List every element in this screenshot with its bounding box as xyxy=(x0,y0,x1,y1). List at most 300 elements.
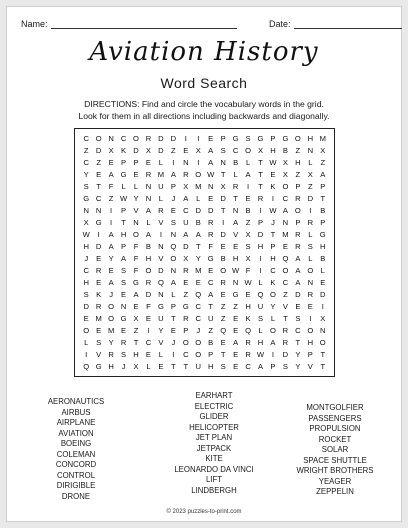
grid-letter[interactable]: O xyxy=(307,325,314,335)
grid-letter[interactable]: G xyxy=(83,194,90,204)
grid-letter[interactable]: X xyxy=(282,170,288,180)
grid-letter[interactable]: L xyxy=(308,230,313,240)
grid-letter[interactable]: N xyxy=(307,146,314,156)
grid-letter[interactable]: C xyxy=(120,134,127,144)
grid-letter[interactable]: E xyxy=(183,146,189,156)
grid-letter[interactable]: I xyxy=(271,194,275,204)
grid-letter[interactable]: Y xyxy=(295,349,301,359)
grid-letter[interactable]: A xyxy=(233,337,239,347)
grid-letter[interactable]: O xyxy=(182,337,189,347)
grid-letter[interactable]: A xyxy=(145,206,151,216)
grid-letter[interactable]: Z xyxy=(133,325,139,335)
grid-letter[interactable]: N xyxy=(183,158,189,168)
grid-letter[interactable]: C xyxy=(282,277,289,287)
grid-letter[interactable]: P xyxy=(270,361,276,371)
grid-letter[interactable]: J xyxy=(271,218,275,228)
grid-letter[interactable]: T xyxy=(233,194,238,204)
grid-letter[interactable]: A xyxy=(108,242,114,252)
grid-letter[interactable]: I xyxy=(110,218,113,228)
grid-letter[interactable]: T xyxy=(320,349,326,359)
grid-letter[interactable]: E xyxy=(233,325,239,335)
grid-letter[interactable]: L xyxy=(121,182,126,192)
grid-letter[interactable]: X xyxy=(145,146,151,156)
grid-letter[interactable]: S xyxy=(295,313,301,323)
grid-letter[interactable]: A xyxy=(245,170,251,180)
grid-letter[interactable]: I xyxy=(259,265,262,275)
grid-letter[interactable]: N xyxy=(108,134,114,144)
grid-letter[interactable]: A xyxy=(233,218,239,228)
grid-letter[interactable]: T xyxy=(121,218,126,228)
grid-letter[interactable]: D xyxy=(307,194,314,204)
grid-letter[interactable]: S xyxy=(220,146,226,156)
grid-letter[interactable]: S xyxy=(245,242,251,252)
grid-letter[interactable]: A xyxy=(295,277,301,287)
grid-letter[interactable]: E xyxy=(195,277,201,287)
grid-letter[interactable]: E xyxy=(245,289,251,299)
grid-letter[interactable]: C xyxy=(95,194,102,204)
grid-letter[interactable]: P xyxy=(183,325,189,335)
grid-letter[interactable]: C xyxy=(183,206,189,216)
grid-letter[interactable]: G xyxy=(232,289,239,299)
grid-letter[interactable]: I xyxy=(259,253,262,263)
grid-letter[interactable]: V xyxy=(233,230,239,240)
grid-letter[interactable]: P xyxy=(121,158,127,168)
grid-letter[interactable]: E xyxy=(170,206,176,216)
grid-letter[interactable]: Z xyxy=(108,194,114,204)
grid-letter[interactable]: O xyxy=(133,230,139,240)
grid-letter[interactable]: L xyxy=(158,194,164,204)
grid-letter[interactable]: T xyxy=(320,194,326,204)
grid-letter[interactable]: U xyxy=(257,301,264,311)
grid-letter[interactable]: T xyxy=(133,337,139,347)
grid-letter[interactable]: N xyxy=(133,218,139,228)
grid-letter[interactable]: H xyxy=(257,337,264,347)
grid-letter[interactable]: D xyxy=(158,146,164,156)
grid-letter[interactable]: C xyxy=(183,349,189,359)
grid-letter[interactable]: M xyxy=(107,325,115,335)
grid-letter[interactable]: H xyxy=(145,253,152,263)
grid-letter[interactable]: R xyxy=(145,134,152,144)
grid-letter[interactable]: P xyxy=(133,158,139,168)
grid-letter[interactable]: Z xyxy=(295,146,301,156)
grid-letter[interactable]: H xyxy=(295,158,301,168)
grid-letter[interactable]: S xyxy=(220,361,226,371)
grid-letter[interactable]: E xyxy=(183,277,189,287)
grid-letter[interactable]: R xyxy=(245,337,251,347)
grid-letter[interactable]: B xyxy=(282,146,288,156)
grid-letter[interactable]: P xyxy=(320,182,326,192)
grid-letter[interactable]: R xyxy=(158,206,164,216)
grid-letter[interactable]: K xyxy=(245,313,251,323)
grid-letter[interactable]: P xyxy=(295,218,301,228)
grid-letter[interactable]: J xyxy=(121,361,126,371)
grid-letter[interactable]: W xyxy=(119,194,128,204)
grid-letter[interactable]: R xyxy=(120,337,127,347)
grid-letter[interactable]: O xyxy=(195,349,202,359)
grid-letter[interactable]: E xyxy=(208,265,214,275)
grid-letter[interactable]: Y xyxy=(108,337,114,347)
grid-letter[interactable]: W xyxy=(232,265,240,275)
grid-letter[interactable]: X xyxy=(320,146,326,156)
grid-letter[interactable]: A xyxy=(257,361,264,371)
grid-letter[interactable]: I xyxy=(172,349,175,359)
grid-letter[interactable]: W xyxy=(269,206,277,216)
grid-letter[interactable]: I xyxy=(172,158,175,168)
grid-letter[interactable]: R xyxy=(295,230,301,240)
grid-letter[interactable]: E xyxy=(96,325,102,335)
grid-letter[interactable]: E xyxy=(96,277,102,287)
grid-letter[interactable]: A xyxy=(208,146,214,156)
grid-letter[interactable]: Y xyxy=(158,325,164,335)
grid-letter[interactable]: S xyxy=(83,182,89,192)
grid-letter[interactable]: P xyxy=(270,134,276,144)
grid-letter[interactable]: N xyxy=(158,242,164,252)
grid-letter[interactable]: Q xyxy=(157,277,164,287)
grid-letter[interactable]: L xyxy=(258,325,263,335)
grid-letter[interactable]: N xyxy=(145,194,152,204)
grid-letter[interactable]: L xyxy=(158,349,164,359)
grid-letter[interactable]: G xyxy=(95,361,102,371)
grid-letter[interactable]: I xyxy=(197,158,200,168)
grid-letter[interactable]: E xyxy=(295,301,301,311)
grid-letter[interactable]: E xyxy=(233,361,239,371)
grid-letter[interactable]: G xyxy=(120,313,127,323)
grid-letter[interactable]: P xyxy=(170,301,176,311)
grid-letter[interactable]: E xyxy=(220,337,226,347)
grid-letter[interactable]: E xyxy=(108,265,114,275)
grid-letter[interactable]: F xyxy=(245,265,251,275)
grid-letter[interactable]: D xyxy=(183,242,189,252)
grid-letter[interactable]: G xyxy=(282,134,289,144)
grid-letter[interactable]: R xyxy=(245,349,251,359)
grid-letter[interactable]: C xyxy=(295,325,301,335)
grid-letter[interactable]: P xyxy=(121,206,127,216)
grid-letter[interactable]: O xyxy=(307,265,314,275)
grid-letter[interactable]: D xyxy=(195,206,201,216)
grid-letter[interactable]: A xyxy=(170,170,176,180)
grid-letter[interactable]: T xyxy=(171,313,176,323)
grid-letter[interactable]: R xyxy=(282,325,289,335)
grid-letter[interactable]: S xyxy=(121,265,127,275)
grid-letter[interactable]: G xyxy=(133,277,139,287)
grid-letter[interactable]: X xyxy=(183,182,189,192)
grid-letter[interactable]: O xyxy=(108,301,115,311)
grid-letter[interactable]: B xyxy=(233,158,239,168)
grid-letter[interactable]: D xyxy=(295,289,301,299)
grid-letter[interactable]: R xyxy=(232,182,239,192)
grid-letter[interactable]: A xyxy=(183,194,189,204)
grid-letter[interactable]: Z xyxy=(295,170,301,180)
grid-letter[interactable]: Z xyxy=(83,146,89,156)
grid-letter[interactable]: X xyxy=(195,146,201,156)
grid-letter[interactable]: L xyxy=(270,313,276,323)
grid-letter[interactable]: H xyxy=(232,253,239,263)
date-line[interactable] xyxy=(294,19,402,29)
grid-letter[interactable]: Z xyxy=(245,218,251,228)
grid-letter[interactable]: A xyxy=(108,277,114,287)
grid-letter[interactable]: R xyxy=(145,277,152,287)
grid-letter[interactable]: T xyxy=(220,349,226,359)
grid-letter[interactable]: B xyxy=(320,253,326,263)
grid-letter[interactable]: L xyxy=(308,253,313,263)
grid-letter[interactable]: V xyxy=(158,253,164,263)
grid-letter[interactable]: N xyxy=(232,277,239,287)
grid-letter[interactable]: R xyxy=(207,230,214,240)
grid-letter[interactable]: S xyxy=(121,277,127,287)
grid-letter[interactable]: G xyxy=(319,230,326,240)
grid-letter[interactable]: C xyxy=(245,361,251,371)
grid-letter[interactable]: T xyxy=(295,337,301,347)
grid-letter[interactable]: R xyxy=(183,313,189,323)
grid-letter[interactable]: B xyxy=(320,206,326,216)
grid-letter[interactable]: O xyxy=(108,313,115,323)
name-line[interactable] xyxy=(51,19,237,29)
grid-letter[interactable]: P xyxy=(170,182,176,192)
grid-letter[interactable]: E xyxy=(83,313,89,323)
grid-letter[interactable]: D xyxy=(95,242,102,252)
grid-letter[interactable]: D xyxy=(207,206,214,216)
grid-letter[interactable]: P xyxy=(320,218,326,228)
grid-letter[interactable]: O xyxy=(195,170,202,180)
grid-letter[interactable]: M xyxy=(157,170,165,180)
grid-letter[interactable]: E xyxy=(208,194,214,204)
grid-letter[interactable]: C xyxy=(83,158,89,168)
grid-letter[interactable]: N xyxy=(170,230,177,240)
grid-letter[interactable]: L xyxy=(158,158,164,168)
grid-letter[interactable]: S xyxy=(96,337,102,347)
grid-letter[interactable]: J xyxy=(196,325,201,335)
grid-letter[interactable]: U xyxy=(158,182,164,192)
grid-letter[interactable]: E xyxy=(121,325,127,335)
grid-letter[interactable]: C xyxy=(195,313,201,323)
grid-letter[interactable]: Q xyxy=(220,325,227,335)
grid-letter[interactable]: I xyxy=(97,230,100,240)
grid-letter[interactable]: V xyxy=(158,337,164,347)
grid-letter[interactable]: E xyxy=(158,361,164,371)
grid-letter[interactable]: V xyxy=(133,206,139,216)
grid-letter[interactable]: R xyxy=(183,265,189,275)
grid-letter[interactable]: E xyxy=(170,325,176,335)
grid-letter[interactable]: W xyxy=(82,230,90,240)
grid-letter[interactable]: D xyxy=(170,134,177,144)
grid-letter[interactable]: Z xyxy=(96,158,101,168)
grid-letter[interactable]: Q xyxy=(257,289,264,299)
grid-letter[interactable]: M xyxy=(319,134,326,144)
grid-letter[interactable]: I xyxy=(309,313,312,323)
grid-letter[interactable]: G xyxy=(232,134,239,144)
grid-letter[interactable]: O xyxy=(282,182,289,192)
grid-letter[interactable]: R xyxy=(295,242,301,252)
grid-letter[interactable]: O xyxy=(83,325,90,335)
grid-letter[interactable]: R xyxy=(295,194,301,204)
grid-letter[interactable]: B xyxy=(245,206,251,216)
grid-letter[interactable]: X xyxy=(133,361,139,371)
grid-letter[interactable]: S xyxy=(121,349,127,359)
grid-letter[interactable]: R xyxy=(183,170,189,180)
grid-letter[interactable]: E xyxy=(96,253,102,263)
grid-letter[interactable]: U xyxy=(195,361,201,371)
grid-letter[interactable]: A xyxy=(208,158,214,168)
grid-letter[interactable]: V xyxy=(282,301,288,311)
grid-letter[interactable]: K xyxy=(121,146,127,156)
grid-letter[interactable]: D xyxy=(133,146,139,156)
grid-letter[interactable]: N xyxy=(158,289,164,299)
grid-letter[interactable]: X xyxy=(245,230,251,240)
grid-letter[interactable]: D xyxy=(83,301,89,311)
grid-letter[interactable]: M xyxy=(95,313,102,323)
grid-letter[interactable]: E xyxy=(133,170,139,180)
grid-letter[interactable]: T xyxy=(258,170,263,180)
grid-letter[interactable]: C xyxy=(83,265,89,275)
grid-letter[interactable]: U xyxy=(158,313,164,323)
grid-letter[interactable]: O xyxy=(95,134,102,144)
grid-letter[interactable]: Z xyxy=(183,289,189,299)
grid-letter[interactable]: D xyxy=(320,289,326,299)
grid-letter[interactable]: D xyxy=(220,230,226,240)
grid-letter[interactable]: H xyxy=(307,337,314,347)
grid-letter[interactable]: C xyxy=(195,301,201,311)
grid-letter[interactable]: B xyxy=(195,218,201,228)
grid-letter[interactable]: P xyxy=(208,349,214,359)
grid-letter[interactable]: G xyxy=(257,134,264,144)
grid-letter[interactable]: T xyxy=(220,206,226,216)
grid-letter[interactable]: I xyxy=(247,182,250,192)
grid-letter[interactable]: A xyxy=(195,230,201,240)
grid-letter[interactable]: Z xyxy=(320,158,326,168)
grid-letter[interactable]: A xyxy=(108,230,114,240)
grid-letter[interactable]: O xyxy=(282,265,289,275)
grid-letter[interactable]: L xyxy=(308,158,313,168)
grid-letter[interactable]: E xyxy=(233,313,239,323)
grid-letter[interactable]: E xyxy=(145,313,151,323)
grid-letter[interactable]: D xyxy=(282,349,289,359)
grid-letter[interactable]: Q xyxy=(83,361,90,371)
grid-letter[interactable]: I xyxy=(159,230,162,240)
grid-letter[interactable]: X xyxy=(220,182,226,192)
grid-letter[interactable]: E xyxy=(133,301,139,311)
grid-letter[interactable]: G xyxy=(207,253,214,263)
grid-letter[interactable]: E xyxy=(320,277,326,287)
grid-letter[interactable]: C xyxy=(145,337,152,347)
grid-letter[interactable]: C xyxy=(282,194,289,204)
grid-letter[interactable]: B xyxy=(220,253,226,263)
grid-letter[interactable]: L xyxy=(245,158,251,168)
grid-letter[interactable]: V xyxy=(158,218,164,228)
grid-letter[interactable]: C xyxy=(232,146,239,156)
grid-letter[interactable]: E xyxy=(233,242,239,252)
grid-letter[interactable]: A xyxy=(320,170,326,180)
grid-letter[interactable]: Y xyxy=(195,253,201,263)
grid-letter[interactable]: Q xyxy=(170,242,177,252)
grid-letter[interactable]: O xyxy=(270,325,276,335)
grid-letter[interactable]: X xyxy=(108,146,114,156)
grid-letter[interactable]: H xyxy=(207,361,214,371)
grid-letter[interactable]: O xyxy=(145,265,152,275)
grid-letter[interactable]: R xyxy=(95,265,102,275)
grid-letter[interactable]: C xyxy=(207,277,214,287)
grid-letter[interactable]: J xyxy=(84,253,89,263)
grid-letter[interactable]: T xyxy=(171,361,176,371)
grid-letter[interactable]: D xyxy=(257,230,264,240)
grid-letter[interactable]: R xyxy=(108,349,114,359)
grid-letter[interactable]: P xyxy=(220,134,226,144)
grid-letter[interactable]: K xyxy=(96,289,102,299)
grid-letter[interactable]: T xyxy=(195,242,201,252)
grid-letter[interactable]: J xyxy=(171,337,176,347)
grid-letter[interactable]: U xyxy=(183,218,189,228)
grid-letter[interactable]: E xyxy=(145,158,151,168)
grid-letter[interactable]: N xyxy=(95,206,102,216)
grid-letter[interactable]: E xyxy=(96,170,102,180)
grid-letter[interactable]: X xyxy=(133,313,139,323)
grid-letter[interactable]: N xyxy=(282,218,289,228)
grid-letter[interactable]: I xyxy=(309,206,312,216)
grid-letter[interactable]: D xyxy=(220,194,226,204)
grid-letter[interactable]: Z xyxy=(220,301,226,311)
grid-letter[interactable]: Y xyxy=(133,194,139,204)
grid-letter[interactable]: Z xyxy=(233,301,238,311)
grid-letter[interactable]: C xyxy=(83,134,89,144)
grid-letter[interactable]: S xyxy=(245,134,251,144)
grid-letter[interactable]: T xyxy=(258,182,263,192)
grid-letter[interactable]: J xyxy=(171,194,176,204)
grid-letter[interactable]: R xyxy=(307,218,314,228)
grid-letter[interactable]: V xyxy=(307,361,313,371)
grid-letter[interactable]: O xyxy=(195,337,202,347)
grid-letter[interactable]: D xyxy=(158,134,164,144)
grid-letter[interactable]: A xyxy=(170,277,176,287)
grid-letter[interactable]: R xyxy=(257,194,264,204)
grid-letter[interactable]: X xyxy=(245,253,251,263)
grid-letter[interactable]: Z xyxy=(171,146,176,156)
grid-letter[interactable]: O xyxy=(294,206,301,216)
grid-letter[interactable]: D xyxy=(145,289,152,299)
grid-letter[interactable]: O xyxy=(220,265,227,275)
grid-letter[interactable]: H xyxy=(307,134,314,144)
grid-letter[interactable]: I xyxy=(184,134,187,144)
grid-letter[interactable]: F xyxy=(133,253,139,263)
grid-letter[interactable]: G xyxy=(120,170,127,180)
grid-letter[interactable]: H xyxy=(133,349,139,359)
grid-letter[interactable]: T xyxy=(320,361,326,371)
grid-letter[interactable]: I xyxy=(197,134,200,144)
grid-letter[interactable]: S xyxy=(170,218,176,228)
grid-letter[interactable]: B xyxy=(208,337,214,347)
grid-letter[interactable]: N xyxy=(320,325,326,335)
grid-letter[interactable]: F xyxy=(133,265,139,275)
grid-letter[interactable]: X xyxy=(307,170,313,180)
grid-letter[interactable]: W xyxy=(269,158,277,168)
grid-letter[interactable]: E xyxy=(121,289,127,299)
grid-letter[interactable]: W xyxy=(244,277,252,287)
grid-letter[interactable]: K xyxy=(270,182,276,192)
grid-letter[interactable]: T xyxy=(258,158,263,168)
grid-letter[interactable]: A xyxy=(208,289,214,299)
grid-letter[interactable]: Q xyxy=(245,325,252,335)
grid-letter[interactable]: L xyxy=(146,361,151,371)
grid-letter[interactable]: I xyxy=(321,301,324,311)
grid-letter[interactable]: P xyxy=(307,349,313,359)
grid-letter[interactable]: Q xyxy=(195,289,202,299)
grid-letter[interactable]: T xyxy=(183,361,189,371)
grid-letter[interactable]: E xyxy=(220,289,226,299)
grid-letter[interactable]: Z xyxy=(283,289,288,299)
grid-letter[interactable]: F xyxy=(133,242,139,252)
grid-letter[interactable]: F xyxy=(108,182,114,192)
grid-letter[interactable]: X xyxy=(83,218,89,228)
grid-letter[interactable]: K xyxy=(270,277,276,287)
grid-letter[interactable]: H xyxy=(83,277,89,287)
